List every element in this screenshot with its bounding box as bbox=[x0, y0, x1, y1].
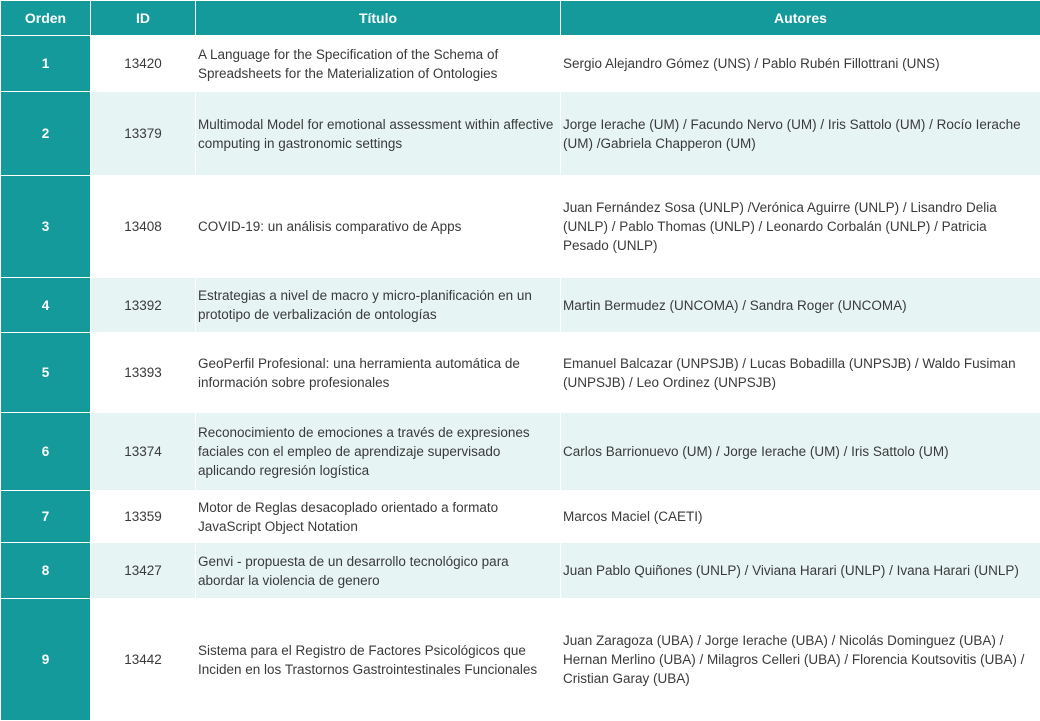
table-row bbox=[1, 176, 1040, 278]
row-titulo: Reconocimiento de emociones a través de expresiones faciales con el empleo de aprendizaje supervisado aplicando regresión logística bbox=[196, 413, 561, 491]
table-row bbox=[1, 599, 1040, 721]
row-orden: 6 bbox=[1, 413, 91, 491]
row-autores: Emanuel Balcazar (UNPSJB) / Lucas Bobadilla (UNPSJB) / Waldo Fusiman (UNPSJB) / Leo Ordinez (UNPSJB) bbox=[561, 333, 1040, 413]
row-id: 13442 bbox=[91, 599, 196, 721]
header-titulo: Título bbox=[196, 1, 561, 36]
row-id: 13420 bbox=[91, 36, 196, 92]
table-row bbox=[1, 543, 1040, 599]
header-autores: Autores bbox=[561, 1, 1040, 36]
header-row bbox=[1, 1, 1040, 36]
row-titulo: GeoPerfil Profesional: una herramienta automática de información sobre profesionales bbox=[196, 333, 561, 413]
row-autores: Carlos Barrionuevo (UM) / Jorge Ierache (UM) / Iris Sattolo (UM) bbox=[561, 413, 1040, 491]
row-id: 13374 bbox=[91, 413, 196, 491]
row-titulo: Sistema para el Registro de Factores Psicológicos que Inciden en los Trastornos Gastrointestinales Funcionales bbox=[196, 599, 561, 721]
table-row bbox=[1, 333, 1040, 413]
row-titulo: COVID-19: un análisis comparativo de Apps bbox=[196, 176, 561, 278]
row-id: 13359 bbox=[91, 491, 196, 543]
row-autores: Marcos Maciel (CAETI) bbox=[561, 491, 1040, 543]
row-orden: 4 bbox=[1, 278, 91, 333]
row-titulo: Multimodal Model for emotional assessment within affective computing in gastronomic settings bbox=[196, 92, 561, 176]
row-id: 13427 bbox=[91, 543, 196, 599]
row-autores: Juan Pablo Quiñones (UNLP) / Viviana Harari (UNLP) / Ivana Harari (UNLP) bbox=[561, 543, 1040, 599]
table-row bbox=[1, 491, 1040, 543]
row-autores: Juan Fernández Sosa (UNLP) /Verónica Aguirre (UNLP) / Lisandro Delia (UNLP) / Pablo Thomas (UNLP) / Leonardo Corbalán (UNLP) / Patricia Pesado (UNLP) bbox=[561, 176, 1040, 278]
row-titulo: A Language for the Specification of the Schema of Spreadsheets for the Materialization of Ontologies bbox=[196, 36, 561, 92]
row-id: 13393 bbox=[91, 333, 196, 413]
row-titulo: Estrategias a nivel de macro y micro-planificación en un prototipo de verbalización de ontologías bbox=[196, 278, 561, 333]
row-orden: 5 bbox=[1, 333, 91, 413]
table-row bbox=[1, 92, 1040, 176]
row-titulo: Motor de Reglas desacoplado orientado a formato JavaScript Object Notation bbox=[196, 491, 561, 543]
row-orden: 7 bbox=[1, 491, 91, 543]
row-orden: 3 bbox=[1, 176, 91, 278]
row-id: 13408 bbox=[91, 176, 196, 278]
row-id: 13392 bbox=[91, 278, 196, 333]
row-orden: 1 bbox=[1, 36, 91, 92]
table-row bbox=[1, 413, 1040, 491]
header-orden: Orden bbox=[1, 1, 91, 36]
table-row bbox=[1, 36, 1040, 92]
header-id: ID bbox=[91, 1, 196, 36]
row-autores: Jorge Ierache (UM) / Facundo Nervo (UM) / Iris Sattolo (UM) / Rocío Ierache (UM) /Gabriela Chapperon (UM) bbox=[561, 92, 1040, 176]
row-autores: Sergio Alejandro Gómez (UNS) / Pablo Rubén Fillottrani (UNS) bbox=[561, 36, 1040, 92]
row-orden: 2 bbox=[1, 92, 91, 176]
row-autores: Juan Zaragoza (UBA) / Jorge Ierache (UBA) / Nicolás Dominguez (UBA) / Hernan Merlino (UBA) / Milagros Celleri (UBA) / Florencia Koutsovitis (UBA) / Cristian Garay (UBA) bbox=[561, 599, 1040, 721]
table-row bbox=[1, 278, 1040, 333]
row-orden: 9 bbox=[1, 599, 91, 721]
row-autores: Martin Bermudez (UNCOMA) / Sandra Roger (UNCOMA) bbox=[561, 278, 1040, 333]
row-id: 13379 bbox=[91, 92, 196, 176]
row-orden: 8 bbox=[1, 543, 91, 599]
row-titulo: Genvi - propuesta de un desarrollo tecnológico para abordar la violencia de genero bbox=[196, 543, 561, 599]
